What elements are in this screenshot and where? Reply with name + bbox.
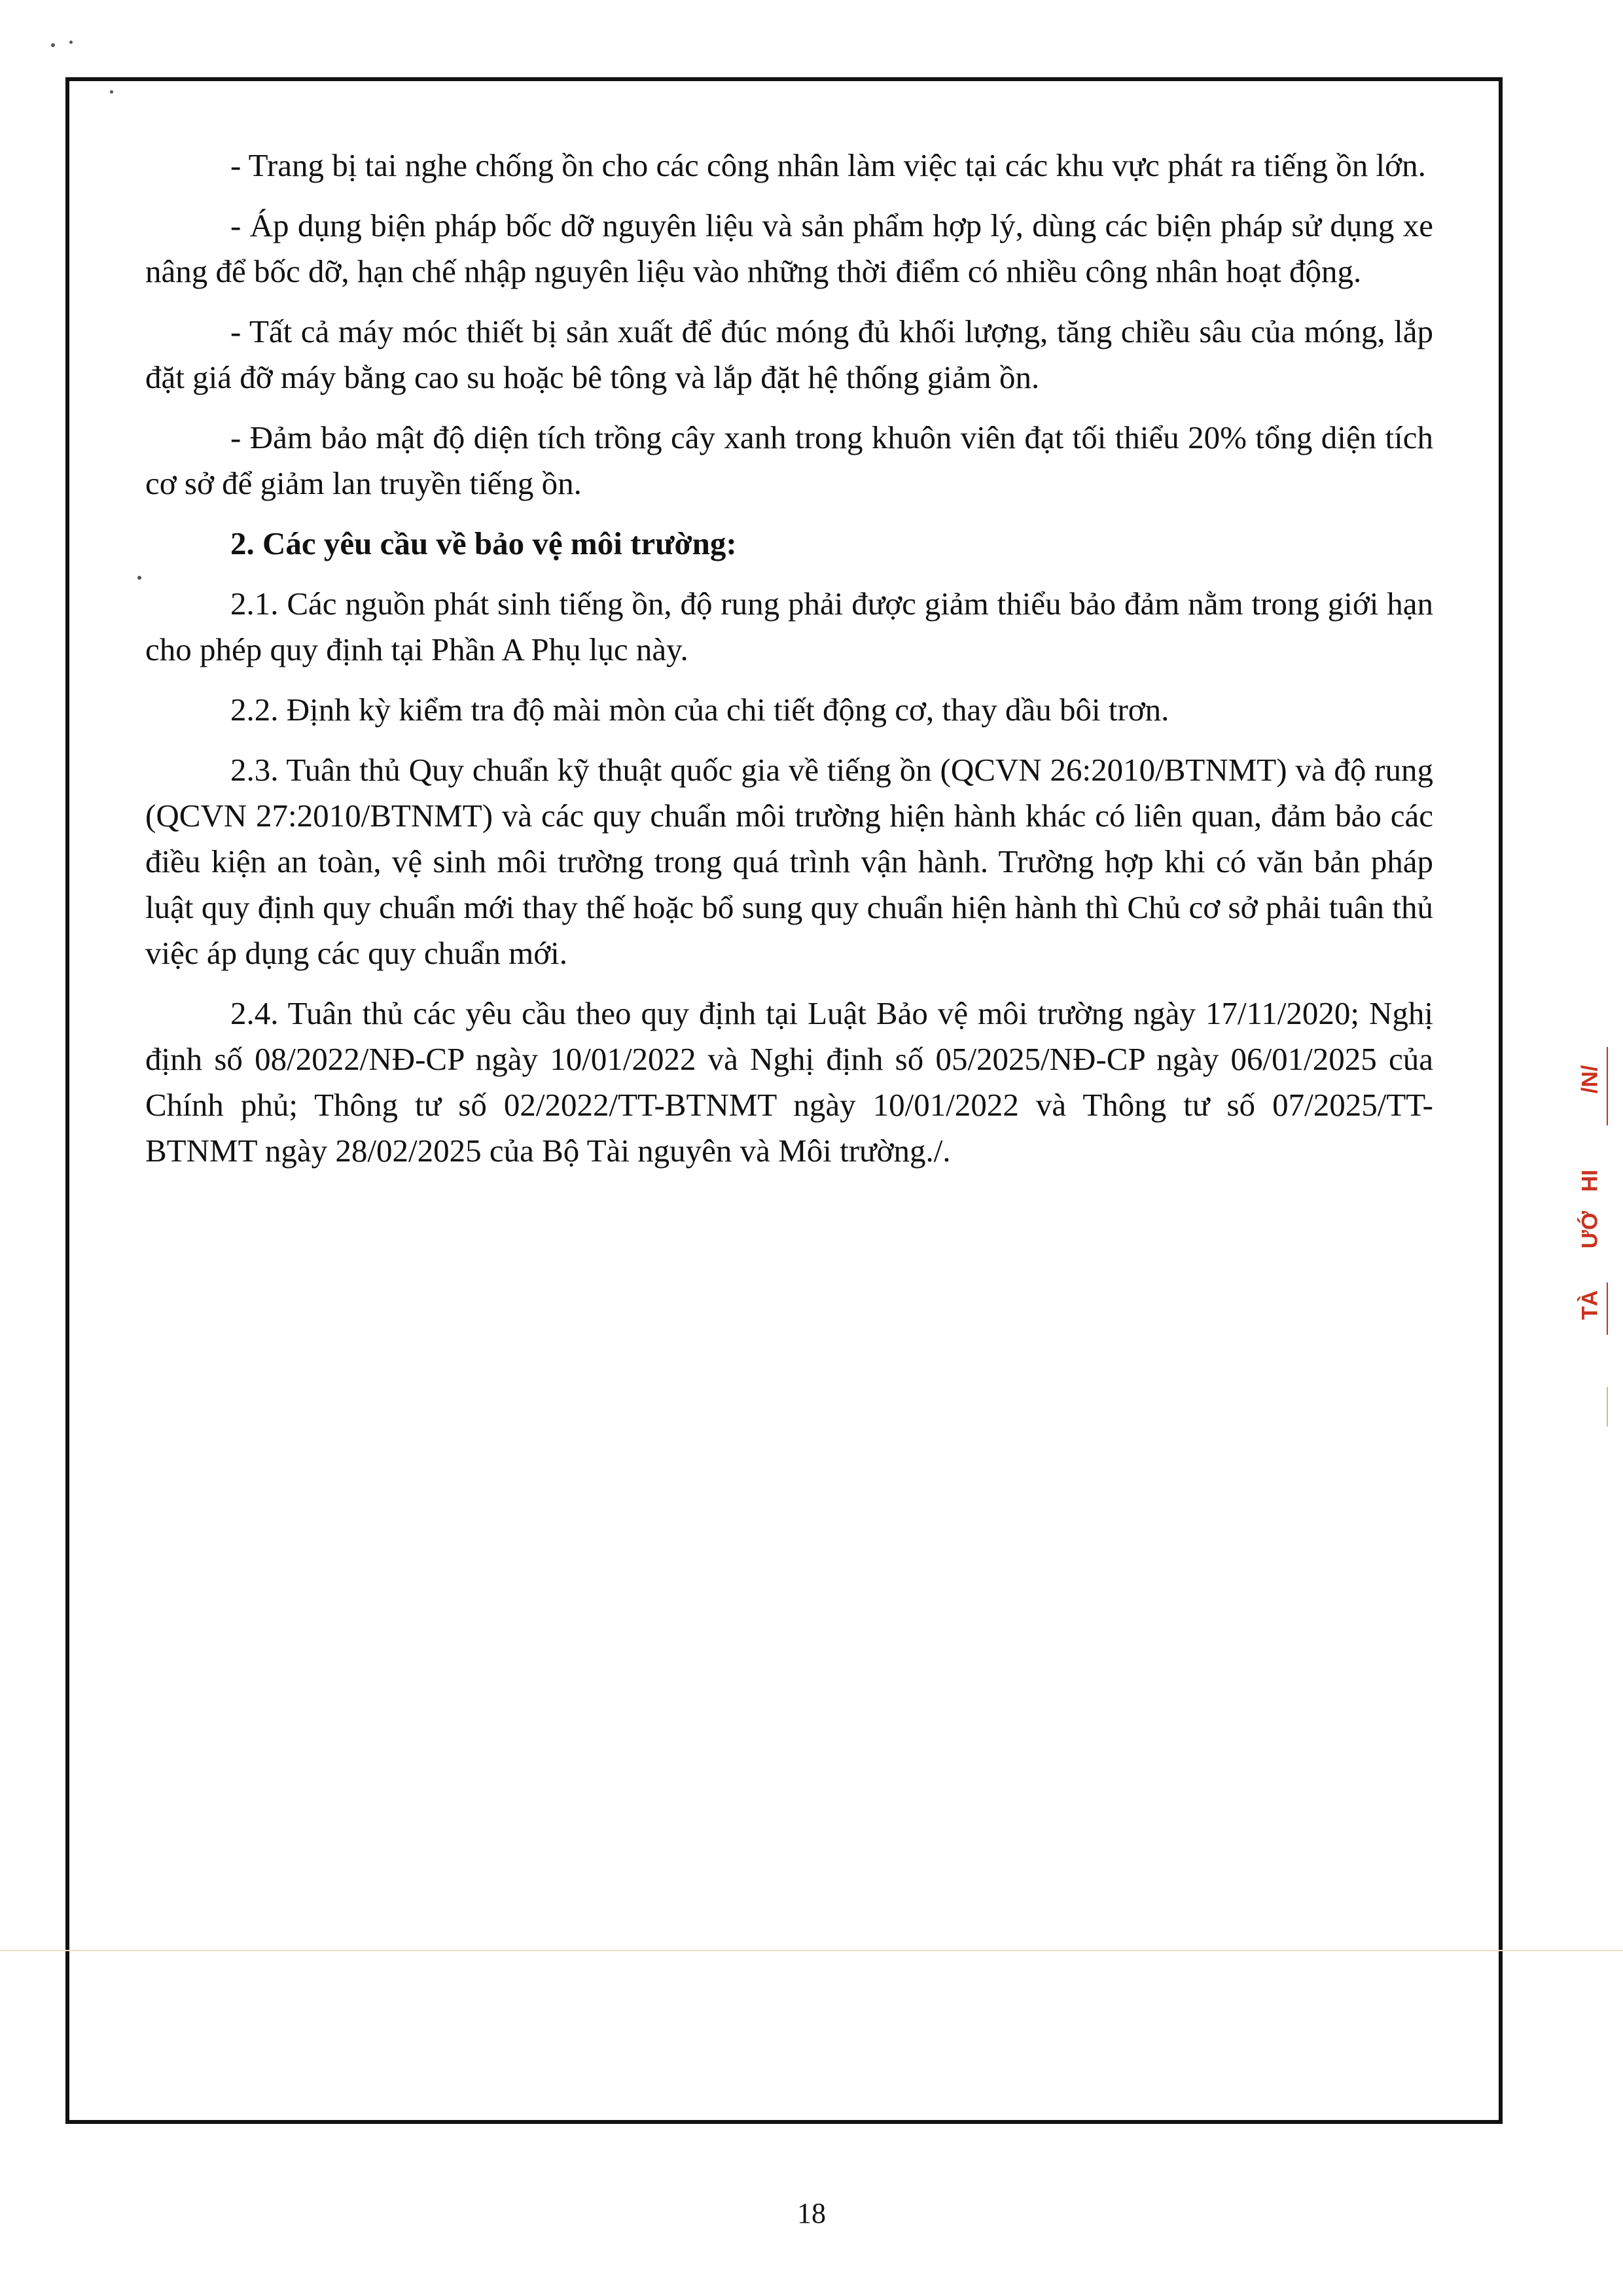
scan-speck — [69, 41, 73, 44]
paragraph-green-area: - Đảm bảo mật độ diện tích trồng cây xanh trong khuôn viên đạt tối thiểu 20% tổng diện tích cơ sở để giảm lan truyền tiếng ồn. — [145, 419, 1433, 501]
scan-speck — [137, 576, 141, 580]
section-heading-requirements: 2. Các yêu cầu về bảo vệ môi trường: — [230, 525, 737, 561]
scan-speck — [51, 43, 55, 47]
stamp-fragment: HI — [1577, 1169, 1603, 1192]
paragraph-ear-protection: - Trang bị tai nghe chống ồn cho các công nhân làm việc tại các khu vực phát ra tiếng ồn lớn. — [230, 147, 1426, 183]
stamp-edge — [1607, 1047, 1608, 1125]
stamp-fragment: TÀ — [1577, 1290, 1603, 1320]
paragraph-2-1: 2.1. Các nguồn phát sinh tiếng ồn, độ rung phải được giảm thiểu bảo đảm nằm trong giới hạn cho phép quy định tại Phần A Phụ lục này. — [145, 586, 1433, 667]
stamp-fragment: ƯỚ — [1577, 1210, 1603, 1249]
scan-speck — [110, 90, 113, 94]
paragraph-machine-foundation: - Tất cả máy móc thiết bị sản xuất để đúc móng đủ khối lượng, tăng chiều sâu của móng, lắp đặt giá đỡ máy bằng cao su hoặc bê tông và lắp đặt hệ thống giảm ồn. — [145, 313, 1433, 395]
paragraph-2-3: 2.3. Tuân thủ Quy chuẩn kỹ thuật quốc gia về tiếng ồn (QCVN 26:2010/BTNMT) và độ rung (QCVN 27:2010/BTNMT) và các quy chuẩn môi trường hiện hành khác có liên quan, đảm bảo các điều kiện an toàn, vệ sinh môi trường trong quá trình vận hành. Trường hợp khi có văn bản pháp luật quy định quy chuẩn mới thay thế hoặc bổ sung quy chuẩn hiện hành thì Chủ cơ sở phải tuân thủ việc áp dụng các quy chuẩn mới. — [145, 752, 1433, 971]
scan-line — [0, 1950, 1623, 1951]
paragraph-2-4: 2.4. Tuân thủ các yêu cầu theo quy định tại Luật Bảo vệ môi trường ngày 17/11/2020; Nghị định số 08/2022/NĐ-CP ngày 10/01/2022 và Nghị định số 05/2025/NĐ-CP ngày 06/01/2025 của Chính phủ; Thông tư số 02/2022/TT-BTNMT ngày 10/01/2022 và Thông tư số 07/2025/TT-BTNMT ngày 28/02/2025 của Bộ Tài nguyên và Môi trường./. — [145, 995, 1433, 1169]
stamp-edge — [1607, 1282, 1608, 1335]
stamp-fragment: /N/ — [1577, 1065, 1603, 1094]
paragraph-2-2: 2.2. Định kỳ kiểm tra độ mài mòn của chi tiết động cơ, thay dầu bôi trơn. — [230, 692, 1169, 728]
scan-line — [1607, 1387, 1608, 1426]
paragraph-loading-measures: - Áp dụng biện pháp bốc dỡ nguyên liệu và sản phẩm hợp lý, dùng các biện pháp sử dụng xe nâng để bốc dỡ, hạn chế nhập nguyên liệu vào những thời điểm có nhiều công nhân hoạt động. — [145, 207, 1433, 289]
page-number: 18 — [797, 2197, 826, 2229]
document-body — [145, 143, 1433, 1188]
